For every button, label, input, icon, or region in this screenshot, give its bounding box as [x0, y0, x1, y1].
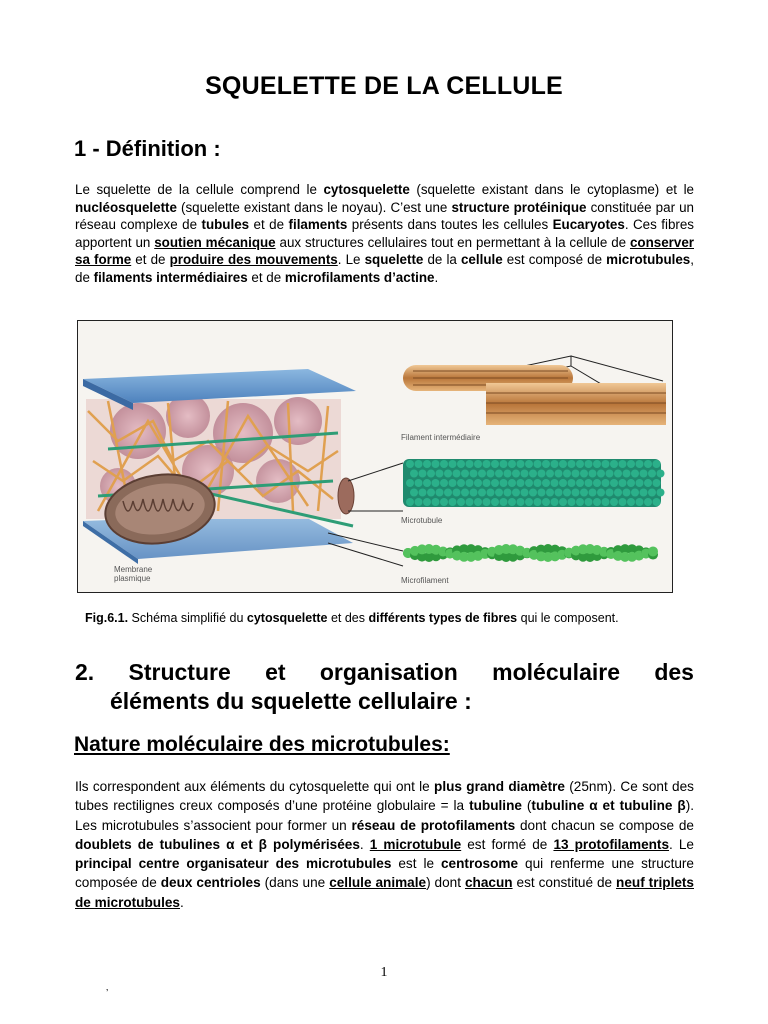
- tubulin-subunit: [436, 470, 444, 478]
- tubulin-subunit: [457, 479, 465, 487]
- heading-word: 2.: [75, 659, 95, 685]
- tubulin-subunit: [648, 470, 656, 478]
- tubulin-subunit: [410, 470, 418, 478]
- tubulin-subunit: [593, 498, 601, 506]
- text-run: (squelette existant dans le noyau). C’est une: [176, 199, 452, 215]
- text-run: tubules: [201, 217, 250, 232]
- tubulin-subunit: [449, 460, 457, 468]
- tubulin-subunit: [631, 470, 639, 478]
- text-run: squelette: [364, 252, 424, 267]
- microtubule-detail: [403, 459, 665, 507]
- text-run: 13 protofilaments: [553, 836, 670, 852]
- tubulin-subunit: [440, 498, 448, 506]
- tubulin-subunit: [534, 498, 542, 506]
- text-run: tubuline: [469, 798, 522, 814]
- tubulin-subunit: [415, 479, 423, 487]
- text-run: .: [359, 836, 370, 852]
- tubulin-subunit: [474, 460, 482, 468]
- tubulin-subunit: [427, 489, 435, 497]
- tubulin-subunit: [610, 479, 618, 487]
- tubulin-subunit: [466, 479, 474, 487]
- tubulin-subunit: [559, 460, 567, 468]
- tubulin-subunit: [432, 479, 440, 487]
- tubulin-subunit: [653, 460, 661, 468]
- tubulin-subunit: [427, 470, 435, 478]
- text-run: constituée par un réseau complexe de: [75, 199, 695, 232]
- section-1-heading: 1 - Définition :: [74, 136, 221, 161]
- tubulin-subunit: [453, 489, 461, 497]
- tubulin-subunit: [415, 460, 423, 468]
- text-run: qui renferme une structure composée de: [75, 856, 694, 891]
- tubulin-subunit: [597, 489, 605, 497]
- text-run: est formé de: [461, 836, 554, 852]
- tubulin-subunit: [466, 498, 474, 506]
- tubulin-subunit: [487, 470, 495, 478]
- tubulin-subunit: [619, 479, 627, 487]
- page-number: 1: [380, 965, 388, 980]
- heading-word: et: [265, 659, 286, 685]
- label-microfilament: Microfilament: [401, 576, 449, 585]
- text-run: cytosquelette: [323, 182, 410, 197]
- tubulin-subunit: [576, 479, 584, 487]
- text-run: est constitué de: [512, 875, 617, 891]
- text-run: produire des mouvements: [169, 252, 338, 267]
- tubulin-subunit: [478, 489, 486, 497]
- text-run: présents dans toutes les cellules: [347, 217, 553, 232]
- tubulin-subunit: [644, 498, 652, 506]
- tubulin-subunit: [580, 489, 588, 497]
- tubulin-subunit: [576, 460, 584, 468]
- tubulin-subunit: [585, 460, 593, 468]
- tubulin-subunit: [580, 470, 588, 478]
- tubulin-subunit: [636, 479, 644, 487]
- tubulin-subunit: [542, 460, 550, 468]
- tubulin-subunit: [546, 470, 554, 478]
- tubulin-subunit: [568, 460, 576, 468]
- text-run: (: [521, 798, 532, 814]
- tubulin-subunit: [534, 460, 542, 468]
- microtubules-paragraph: [75, 777, 694, 912]
- tubulin-subunit: [478, 470, 486, 478]
- text-run: microfilaments d’actine: [284, 269, 435, 285]
- tubulin-subunit: [593, 460, 601, 468]
- text-run: ). Les microtubules s’associent pour former un: [75, 798, 694, 833]
- text-run: ) dont: [426, 875, 465, 891]
- text-run: est le: [391, 856, 441, 872]
- tubulin-subunit: [606, 489, 614, 497]
- tubulin-subunit: [525, 460, 533, 468]
- tubulin-subunit: [546, 489, 554, 497]
- heading-word: organisation: [319, 659, 458, 685]
- tubulin-subunit: [614, 489, 622, 497]
- tubulin-subunit: [640, 470, 648, 478]
- tubulin-subunit: [415, 498, 423, 506]
- text-run: . Le: [669, 836, 694, 852]
- tubulin-subunit: [406, 479, 414, 487]
- text-run: nucléosquelette: [75, 199, 177, 215]
- tubulin-subunit: [461, 489, 469, 497]
- tubulin-subunit: [542, 498, 550, 506]
- tubulin-subunit: [627, 498, 635, 506]
- page-title: SQUELETTE DE LA CELLULE: [205, 72, 563, 100]
- text-run: Schéma simplifié du: [128, 611, 247, 625]
- text-run: deux centrioles: [160, 875, 261, 891]
- text-run: principal centre organisateur des microtubules: [75, 856, 392, 872]
- tubulin-subunit: [551, 479, 559, 487]
- tubulin-subunit: [597, 470, 605, 478]
- tubulin-subunit: [563, 470, 571, 478]
- tubulin-subunit: [517, 479, 525, 487]
- tubulin-subunit: [551, 460, 559, 468]
- actin-monomer: [648, 546, 658, 556]
- corner-mark: ‚: [106, 982, 109, 993]
- text-run: et de: [249, 217, 289, 232]
- tubulin-subunit: [644, 479, 652, 487]
- tubulin-subunit: [593, 479, 601, 487]
- tubulin-subunit: [585, 479, 593, 487]
- tubulin-subunit: [444, 470, 452, 478]
- text-run: neuf triplets de microtubules: [75, 875, 694, 910]
- tubulin-subunit: [653, 498, 661, 506]
- tubulin-subunit: [423, 479, 431, 487]
- tubulin-subunit: [657, 470, 665, 478]
- tubulin-subunit: [640, 489, 648, 497]
- tubulin-subunit: [555, 470, 563, 478]
- tubulin-subunit: [449, 498, 457, 506]
- tubulin-subunit: [589, 470, 597, 478]
- tubulin-subunit: [631, 489, 639, 497]
- tubulin-subunit: [440, 479, 448, 487]
- tubulin-subunit: [512, 489, 520, 497]
- tubulin-subunit: [491, 498, 499, 506]
- tubulin-subunit: [525, 479, 533, 487]
- tubulin-subunit: [529, 470, 537, 478]
- tubulin-subunit: [444, 489, 452, 497]
- tubulin-subunit: [534, 479, 542, 487]
- tubulin-subunit: [623, 489, 631, 497]
- tubulin-subunit: [504, 470, 512, 478]
- tubulin-subunit: [436, 489, 444, 497]
- tubulin-subunit: [419, 489, 427, 497]
- text-run: Ils correspondent aux éléments du cytosquelette qui ont le: [75, 779, 435, 794]
- tubulin-subunit: [623, 470, 631, 478]
- text-run: doublets de tubulines α et β polymérisées: [75, 836, 360, 852]
- tubulin-subunit: [495, 489, 503, 497]
- tubulin-subunit: [432, 460, 440, 468]
- tubulin-subunit: [483, 460, 491, 468]
- tubulin-subunit: [636, 460, 644, 468]
- text-run: (dans une: [260, 875, 330, 891]
- text-run: et de: [247, 269, 285, 285]
- tubulin-subunit: [483, 498, 491, 506]
- text-run: filaments intermédiaires: [93, 269, 248, 285]
- tubulin-subunit: [508, 498, 516, 506]
- tubulin-subunit: [500, 479, 508, 487]
- tubulin-subunit: [529, 489, 537, 497]
- tubulin-subunit: [627, 460, 635, 468]
- text-run: microtubules: [606, 252, 691, 267]
- text-run: cytosquelette: [246, 611, 328, 625]
- tubulin-subunit: [487, 489, 495, 497]
- text-run: .: [434, 269, 439, 285]
- tubulin-subunit: [406, 460, 414, 468]
- tubulin-subunit: [457, 498, 465, 506]
- tubulin-subunit: [457, 460, 465, 468]
- text-run: 1 microtubule: [369, 836, 462, 852]
- tubulin-subunit: [614, 470, 622, 478]
- tubulin-subunit: [512, 470, 520, 478]
- text-run: Le squelette de la cellule comprend le: [75, 182, 324, 197]
- figure-caption: [85, 611, 619, 625]
- text-run: cellule animale: [329, 875, 427, 891]
- text-run: Fig.6.1.: [85, 611, 129, 625]
- tubulin-subunit: [542, 479, 550, 487]
- tubulin-subunit: [461, 470, 469, 478]
- tubulin-subunit: [449, 479, 457, 487]
- text-run: et des: [327, 611, 369, 625]
- tubulin-subunit: [474, 479, 482, 487]
- text-run: et de: [131, 252, 170, 267]
- text-run: plus grand diamètre: [434, 779, 565, 794]
- tubulin-subunit: [406, 498, 414, 506]
- text-run: filaments: [288, 217, 348, 232]
- tubulin-subunit: [419, 470, 427, 478]
- tubulin-subunit: [538, 470, 546, 478]
- tubulin-subunit: [453, 470, 461, 478]
- tubulin-subunit: [610, 498, 618, 506]
- tubulin-subunit: [517, 498, 525, 506]
- tubulin-subunit: [474, 498, 482, 506]
- tubulin-subunit: [585, 498, 593, 506]
- tubulin-subunit: [483, 479, 491, 487]
- tubulin-subunit: [627, 479, 635, 487]
- tubulin-subunit: [491, 460, 499, 468]
- tubulin-subunit: [576, 498, 584, 506]
- tubulin-subunit: [644, 460, 652, 468]
- tubulin-subunit: [470, 470, 478, 478]
- tubulin-subunit: [440, 460, 448, 468]
- text-run: est composé de: [502, 252, 607, 267]
- section-2-heading: [75, 658, 694, 716]
- tubulin-subunit: [504, 489, 512, 497]
- tubulin-subunit: [410, 489, 418, 497]
- tubulin-subunit: [495, 470, 503, 478]
- heading-word: moléculaire: [492, 659, 620, 685]
- tubulin-subunit: [551, 498, 559, 506]
- tubulin-subunit: [572, 489, 580, 497]
- tubulin-subunit: [602, 479, 610, 487]
- cytoskeleton-figure: [77, 320, 673, 593]
- tubulin-subunit: [500, 498, 508, 506]
- text-run: aux structures cellulaires tout en permettant à la cellule de: [275, 234, 630, 250]
- tubulin-subunit: [508, 460, 516, 468]
- text-run: de la: [423, 252, 461, 267]
- text-run: . Ces fibres apportent un: [75, 217, 694, 250]
- text-run: (25nm). Ce sont des tubes rectilignes creux composés d’une protéine globulaire = la: [75, 779, 694, 814]
- text-run: qui le composent.: [517, 611, 619, 625]
- text-run: différents types de fibres: [368, 611, 518, 625]
- tubulin-subunit: [568, 498, 576, 506]
- tubulin-subunit: [432, 498, 440, 506]
- tubulin-subunit: [508, 479, 516, 487]
- definition-paragraph: [75, 181, 694, 286]
- tubulin-subunit: [657, 489, 665, 497]
- heading-word: des: [654, 659, 694, 685]
- label-membrane-line2: plasmique: [114, 574, 151, 583]
- tubulin-subunit: [470, 489, 478, 497]
- text-run: conserver sa forme: [75, 234, 694, 267]
- tubulin-subunit: [555, 489, 563, 497]
- text-run: .: [180, 894, 184, 910]
- tubulin-subunit: [619, 498, 627, 506]
- text-run: cellule: [460, 252, 503, 267]
- tubulin-subunit: [606, 470, 614, 478]
- tubulin-subunit: [563, 489, 571, 497]
- tubulin-subunit: [500, 460, 508, 468]
- heading-word: Structure: [128, 659, 231, 685]
- tubulin-subunit: [610, 460, 618, 468]
- tubulin-subunit: [619, 460, 627, 468]
- text-run: (squelette existant dans le cytoplasme) et le: [409, 182, 694, 197]
- tubulin-subunit: [491, 479, 499, 487]
- text-run: chacun: [464, 875, 513, 891]
- text-run: , de: [75, 252, 694, 285]
- label-intermediate-filament: Filament intermédiaire: [401, 433, 481, 442]
- tubulin-subunit: [572, 470, 580, 478]
- tubulin-subunit: [538, 489, 546, 497]
- tubulin-subunit: [602, 460, 610, 468]
- text-run: structure protéinique: [451, 199, 587, 215]
- tubulin-subunit: [648, 489, 656, 497]
- tubulin-subunit: [589, 489, 597, 497]
- tubulin-subunit: [559, 498, 567, 506]
- label-microtubule: Microtubule: [401, 516, 443, 525]
- tubulin-subunit: [423, 460, 431, 468]
- label-membrane-line1: Membrane: [114, 565, 153, 574]
- tubulin-subunit: [466, 460, 474, 468]
- text-run: centrosome: [441, 856, 519, 872]
- cytoskeleton-illustration: [78, 321, 672, 592]
- text-run: Eucaryotes: [552, 217, 625, 232]
- text-run: soutien mécanique: [154, 234, 276, 250]
- text-run: dont chacun se compose de: [515, 817, 694, 833]
- tubulin-subunit: [602, 498, 610, 506]
- tubulin-subunit: [521, 470, 529, 478]
- section-2-heading-line2: éléments du squelette cellulaire :: [110, 688, 472, 714]
- text-run: réseau de protofilaments: [351, 817, 516, 833]
- tubulin-subunit: [521, 489, 529, 497]
- text-run: tubuline α et tubuline β: [531, 798, 686, 814]
- text-run: . Le: [337, 252, 365, 267]
- tubulin-subunit: [568, 479, 576, 487]
- section-2-heading-line1: [75, 658, 694, 687]
- tubulin-subunit: [517, 460, 525, 468]
- tubulin-subunit: [423, 498, 431, 506]
- tubulin-subunit: [636, 498, 644, 506]
- tubulin-subunit: [559, 479, 567, 487]
- tubulin-subunit: [653, 479, 661, 487]
- microtubules-subheading: Nature moléculaire des microtubules:: [74, 733, 450, 756]
- tubulin-subunit: [525, 498, 533, 506]
